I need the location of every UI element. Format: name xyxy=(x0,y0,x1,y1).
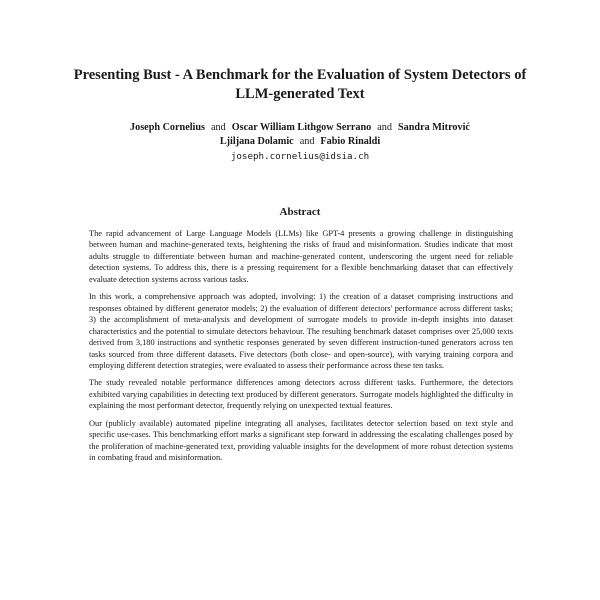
abstract-paragraph: In this work, a comprehensive approach was adopted, involving: 1) the creation of a dataset comprising instructions and responses obtained by different generator models; 2) the evaluation of different detectors' performance across different tasks; 3) the accomplishment of meta-analysis and development of surrogate models to provide in-depth insights into dataset characteristics and the potential to simulate detectors behaviour. The resulting benchmark dataset comprises over 25,000 texts derived from 3,180 instructions and synthetic responses generated by seven different instruction-tuned generators across ten tasks sourced from three different datasets. Five detectors (both close- and open-source), with varying training corpora and employing different detection strategies, were evaluated to assess their performance across these ten tasks. xyxy=(89,292,513,370)
author-separator: and xyxy=(211,122,226,133)
author-list xyxy=(60,121,540,149)
author-separator: and xyxy=(299,136,315,147)
author-line-1 xyxy=(60,121,540,135)
paper-title xyxy=(60,66,540,104)
abstract-body xyxy=(89,228,513,470)
author-name: Fabio Rinaldi xyxy=(320,136,381,147)
abstract-paragraph: The rapid advancement of Large Language Models (LLMs) like GPT-4 presents a growing challenge in distinguishing between human and machine-generated texts, heightening the risks of fraud and misinformation. Studies indicate that most adults struggle to differentiate between human and machine-generated content, underscoring the urgent need for reliable detection systems. To address this, there is a pressing requirement for a flexible benchmarking dataset that can effectively evaluate detection systems across various tasks. xyxy=(89,229,513,284)
title-line-1: Presenting Bust - A Benchmark for the Evaluation of System Detectors of xyxy=(73,67,527,83)
author-email: joseph.cornelius@idsia.ch xyxy=(230,151,370,162)
abstract-paragraph: Our (publicly available) automated pipeline integrating all analyses, facilitates detector selection based on text style and specific use-cases. This benchmarking effort marks a significant step forward in addressing the escalating challenges posed by the proliferation of machine-generated text, providing valuable insights for the development of more robust detection systems in combating fraud and misinformation. xyxy=(89,418,513,463)
author-line-2 xyxy=(60,135,540,149)
author-name: Joseph Cornelius xyxy=(130,122,206,133)
author-name: Oscar William Lithgow Serrano xyxy=(231,122,372,133)
abstract-heading: Abstract xyxy=(279,206,321,218)
title-line-2: LLM-generated Text xyxy=(235,86,365,102)
author-name: Ljiljana Dolamic xyxy=(219,136,294,147)
author-name: Sandra Mitrović xyxy=(397,122,470,133)
author-separator: and xyxy=(377,122,392,133)
abstract-paragraph: The study revealed notable performance differences among detectors across different tasks. Furthermore, the detectors exhibited varying capabilities in detecting text produced by different generators. Surrogate models highlighted the difficulty in explaining the most performant detector, frequently relying on unexpected textual features. xyxy=(89,378,513,411)
